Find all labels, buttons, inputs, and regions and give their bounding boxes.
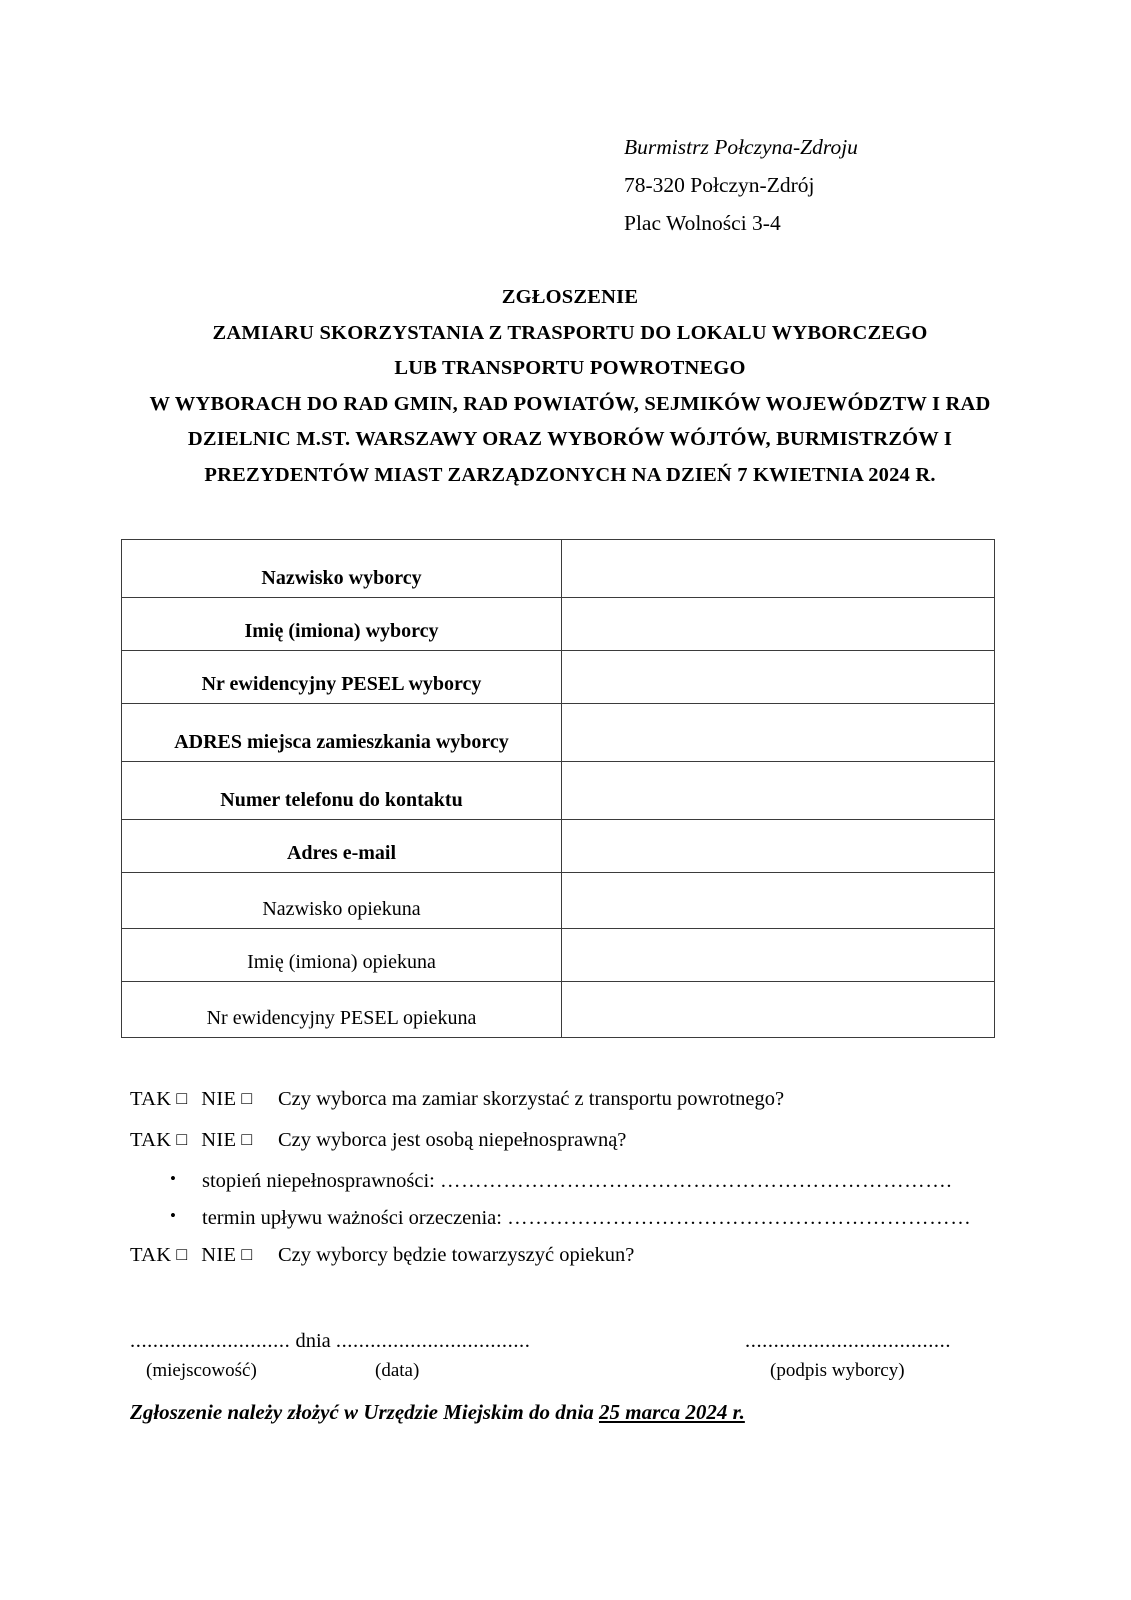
- table-row: [122, 762, 995, 820]
- row-label-pesel-wyborcy: Nr ewidencyjny PESEL wyborcy: [122, 651, 562, 704]
- row-label-imie-wyborcy: Imię (imiona) wyborcy: [122, 598, 562, 651]
- bullet-dot-icon: •: [170, 1207, 176, 1225]
- question-3-text: Czy wyborcy będzie towarzyszyć opiekun?: [278, 1244, 635, 1266]
- row-value-adres-wyborcy[interactable]: [562, 704, 995, 762]
- row-label-adres-wyborcy: ADRES miejsca zamieszkania wyborcy: [122, 704, 562, 762]
- signature-fill-line[interactable]: ....................................: [745, 1330, 952, 1352]
- table-row: [122, 651, 995, 704]
- document-title: [130, 280, 1010, 493]
- checkbox-icon[interactable]: □: [241, 1129, 253, 1149]
- question-3-options: [130, 1244, 278, 1267]
- addressee-street: Plac Wolności 3-4: [624, 211, 781, 235]
- bullet-2-label: termin upływu ważności orzeczenia:: [202, 1207, 502, 1229]
- place-and-date-line: [130, 1330, 531, 1353]
- bullet-dot-icon: •: [170, 1170, 176, 1188]
- checkbox-icon[interactable]: □: [176, 1088, 188, 1108]
- submission-deadline-note: [130, 1400, 745, 1425]
- table-row: [122, 873, 995, 929]
- row-label-nazwisko-opiekuna: Nazwisko opiekuna: [122, 873, 562, 929]
- row-value-numer-telefonu[interactable]: [562, 762, 995, 820]
- table-row: [122, 820, 995, 873]
- row-value-pesel-wyborcy[interactable]: [562, 651, 995, 704]
- questions-section: [130, 1088, 1030, 1285]
- row-label-nazwisko-wyborcy: Nazwisko wyborcy: [122, 540, 562, 598]
- bullet-1-fill-line[interactable]: ……………………………………………………………….: [439, 1170, 953, 1192]
- deadline-note-text: Zgłoszenie należy złożyć w Urzędzie Miejskim do dnia: [130, 1400, 594, 1424]
- disability-details-list: [130, 1170, 1030, 1230]
- row-value-nazwisko-wyborcy[interactable]: [562, 540, 995, 598]
- signature-lines: [130, 1330, 1030, 1360]
- table-row: [122, 704, 995, 762]
- place-fill-line[interactable]: ............................: [130, 1330, 291, 1352]
- dnia-label: dnia: [295, 1330, 331, 1352]
- title-line-1: ZGŁOSZENIE: [501, 286, 639, 308]
- question-1-text: Czy wyborca ma zamiar skorzystać z transportu powrotnego?: [278, 1088, 785, 1110]
- question-transport-powrotny: [130, 1088, 1030, 1111]
- deadline-date: 25 marca 2024 r.: [599, 1400, 745, 1424]
- checkbox-icon[interactable]: □: [176, 1244, 188, 1264]
- question-niepelnosprawnosc: [130, 1129, 1030, 1152]
- row-label-pesel-opiekuna: Nr ewidencyjny PESEL opiekuna: [122, 982, 562, 1038]
- addressee-block: [624, 128, 1044, 242]
- applicant-data-table: [121, 539, 995, 1038]
- row-value-imie-wyborcy[interactable]: [562, 598, 995, 651]
- addressee-office: Burmistrz Połczyna-Zdroju: [624, 135, 858, 159]
- question-2-no-label: NIE: [201, 1129, 237, 1151]
- row-value-nazwisko-opiekuna[interactable]: [562, 873, 995, 929]
- checkbox-icon[interactable]: □: [241, 1088, 253, 1108]
- caption-podpis-wyborcy: (podpis wyborcy): [770, 1360, 905, 1381]
- table-row: [122, 982, 995, 1038]
- signature-captions: [130, 1360, 1030, 1390]
- date-fill-line[interactable]: ..................................: [335, 1330, 531, 1352]
- row-value-adres-email[interactable]: [562, 820, 995, 873]
- question-2-text: Czy wyborca jest osobą niepełnosprawną?: [278, 1129, 627, 1151]
- checkbox-icon[interactable]: □: [176, 1129, 188, 1149]
- question-1-no-label: NIE: [201, 1088, 237, 1110]
- table-row: [122, 540, 995, 598]
- question-3-yes-label: TAK: [130, 1244, 172, 1266]
- row-label-numer-telefonu: Numer telefonu do kontaktu: [122, 762, 562, 820]
- question-opiekun: [130, 1244, 1030, 1267]
- row-label-adres-email: Adres e-mail: [122, 820, 562, 873]
- row-value-pesel-opiekuna[interactable]: [562, 982, 995, 1038]
- caption-miejscowosc: (miejscowość): [146, 1360, 257, 1381]
- question-1-options: [130, 1088, 278, 1111]
- bullet-1-label: stopień niepełnosprawności:: [202, 1170, 435, 1192]
- caption-data: (data): [375, 1360, 420, 1381]
- question-2-yes-label: TAK: [130, 1129, 172, 1151]
- title-line-5: DZIELNIC M.ST. WARSZAWY ORAZ WYBORÓW WÓJTÓW, BURMISTRZÓW I: [187, 428, 953, 450]
- bullet-2-fill-line[interactable]: …………………………………………………………: [507, 1207, 972, 1229]
- title-line-6: PREZYDENTÓW MIAST ZARZĄDZONYCH NA DZIEŃ 7 KWIETNIA 2024 R.: [204, 463, 936, 486]
- table-row: [122, 598, 995, 651]
- question-2-options: [130, 1129, 278, 1152]
- row-value-imie-opiekuna[interactable]: [562, 929, 995, 982]
- row-label-imie-opiekuna: Imię (imiona) opiekuna: [122, 929, 562, 982]
- list-item: [130, 1207, 1030, 1230]
- addressee-postal-code: 78-320 Połczyn-Zdrój: [624, 173, 815, 197]
- title-line-3: LUB TRANSPORTU POWROTNEGO: [394, 357, 746, 379]
- checkbox-icon[interactable]: □: [241, 1244, 253, 1264]
- table-row: [122, 929, 995, 982]
- title-line-2: ZAMIARU SKORZYSTANIA Z TRASPORTU DO LOKALU WYBORCZEGO: [212, 321, 928, 344]
- question-3-no-label: NIE: [201, 1244, 237, 1266]
- question-1-yes-label: TAK: [130, 1088, 172, 1110]
- title-line-4: W WYBORACH DO RAD GMIN, RAD POWIATÓW, SEJMIKÓW WOJEWÓDZTW I RAD: [149, 392, 991, 415]
- signature-section: [130, 1330, 1030, 1390]
- list-item: [130, 1170, 1030, 1193]
